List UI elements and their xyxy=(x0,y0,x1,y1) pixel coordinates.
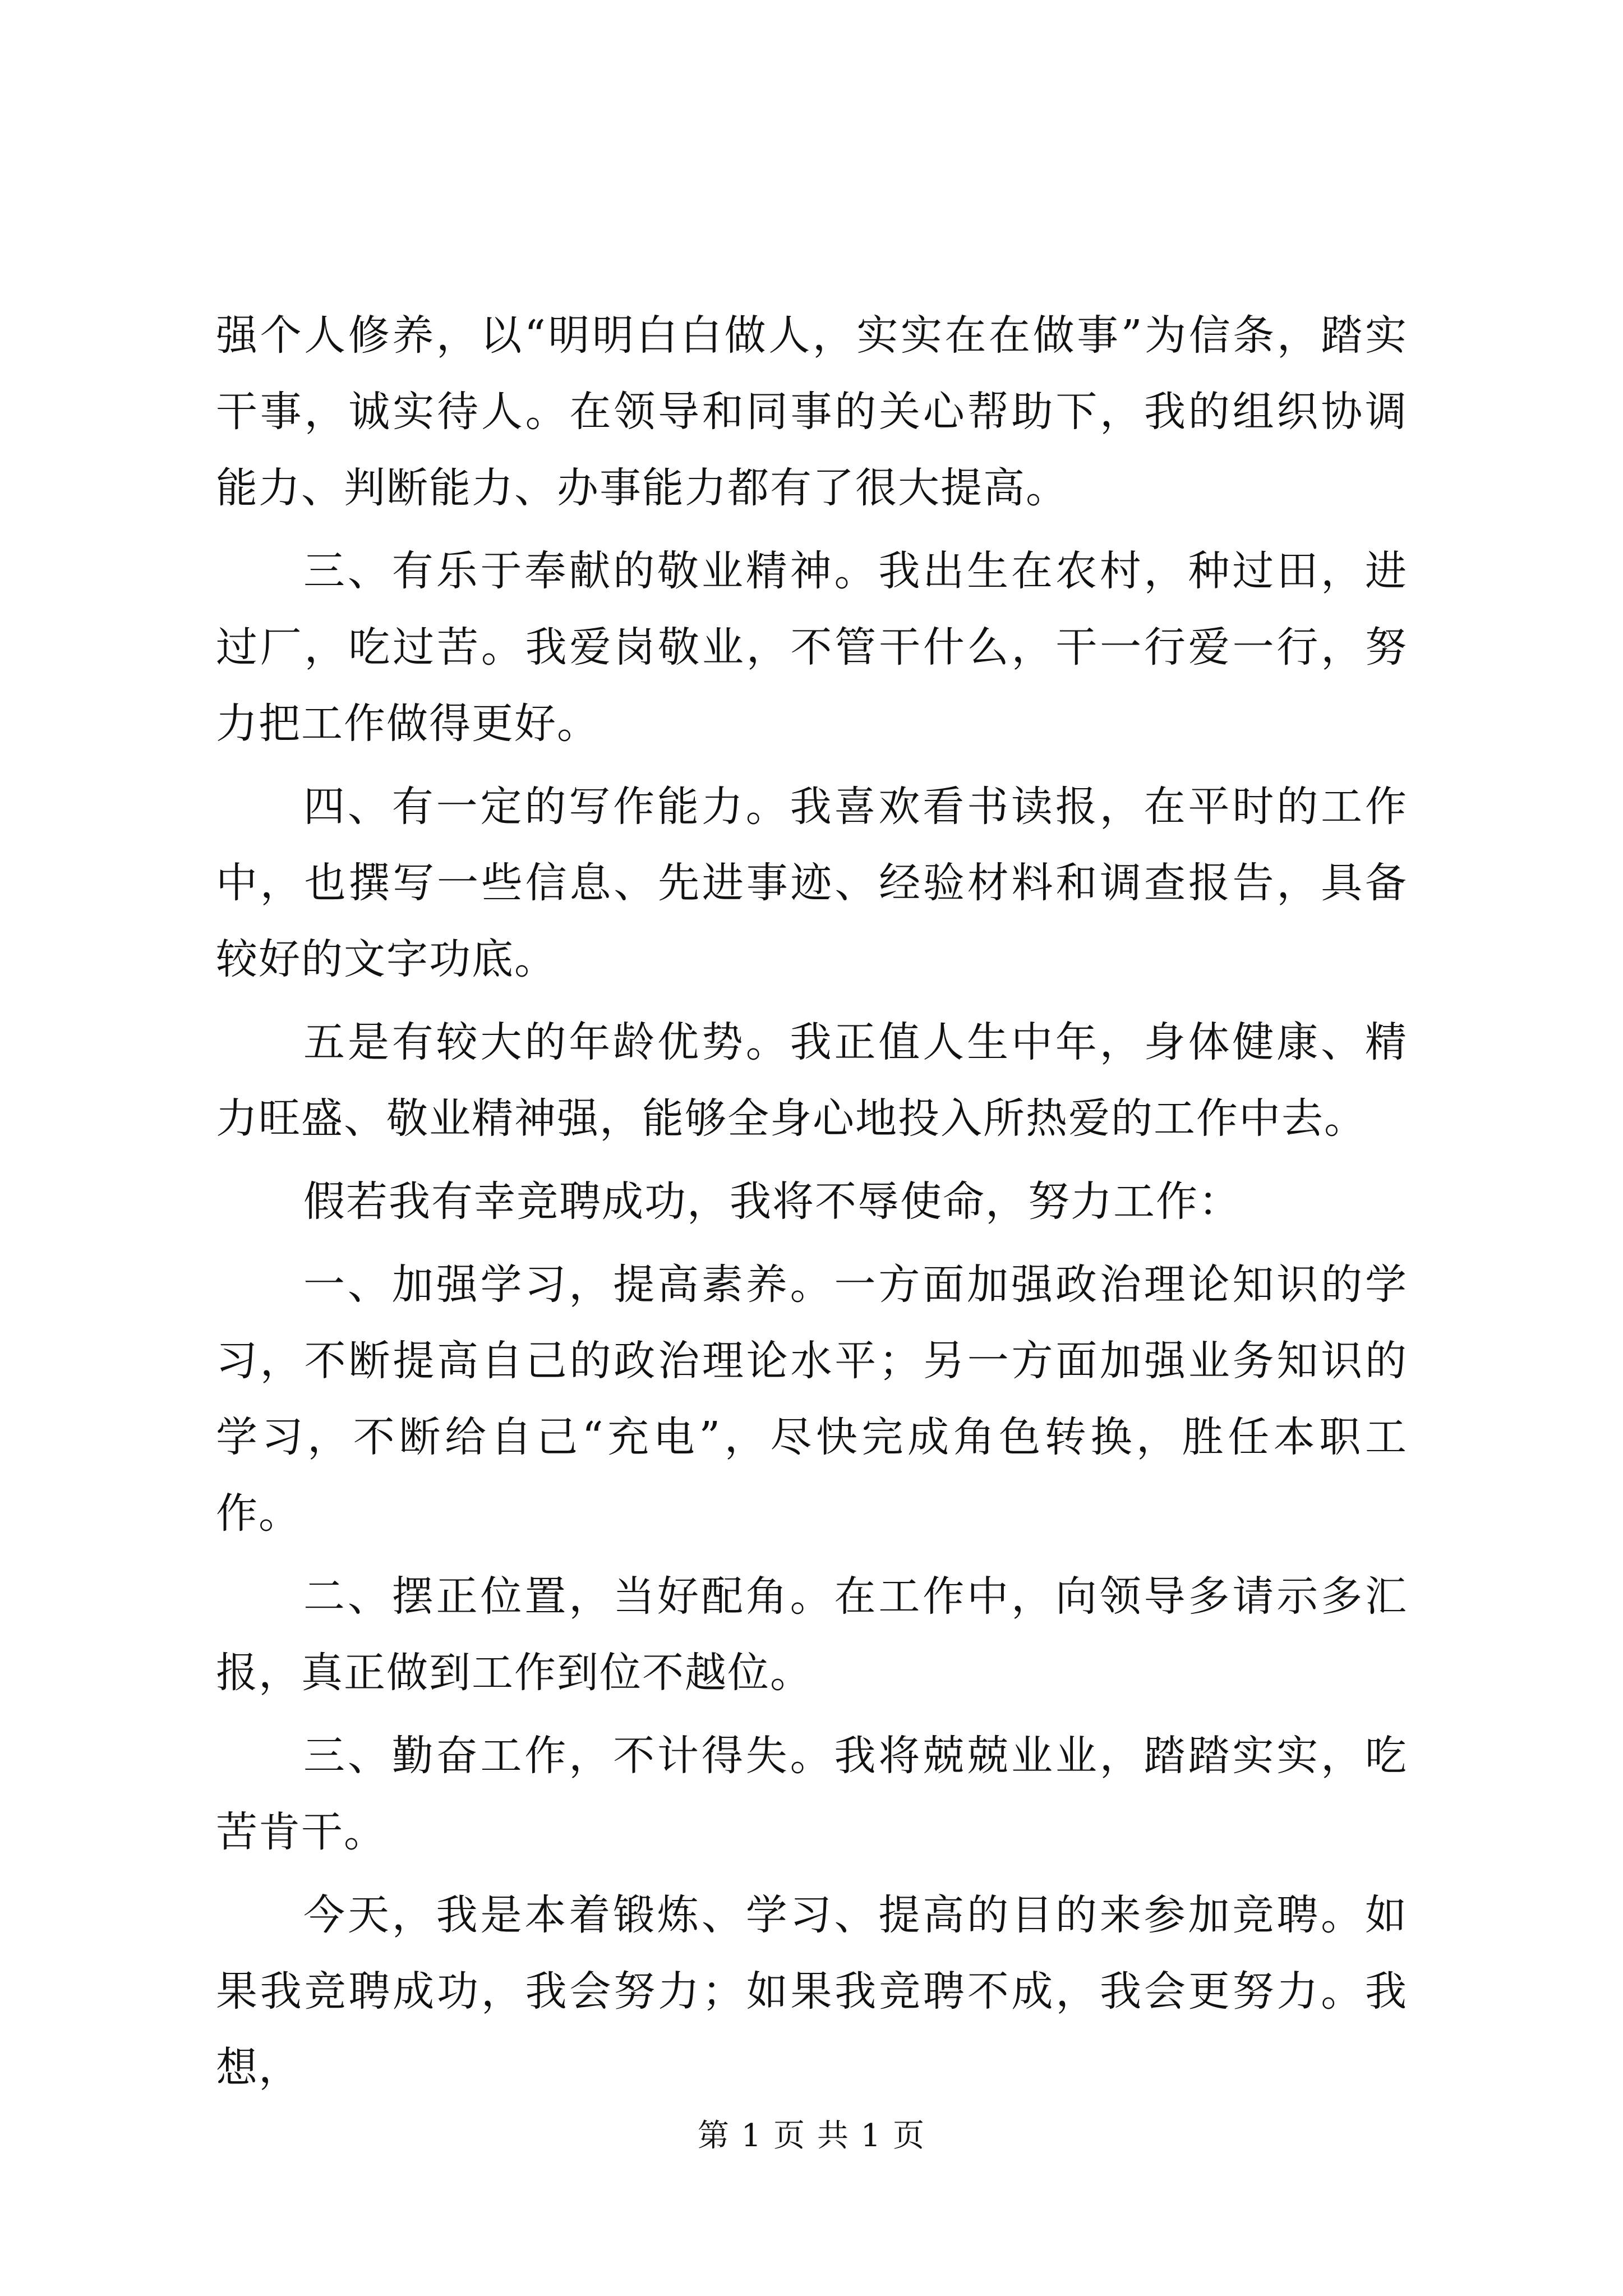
paragraph-2: 三、有乐于奉献的敬业精神。我出生在农村，种过田，进过厂，吃过苦。我爱岗敬业，不管干什么，干一行爱一行，努力把工作做得更好。 xyxy=(216,547,1408,748)
paragraph-5: 假若我有幸竞聘成功，我将不辱使命，努力工作： xyxy=(303,1177,1241,1226)
document-body xyxy=(216,297,1408,2113)
paragraph-4: 五是有较大的年龄优势。我正值人生中年，身体健康、精力旺盛、敬业精神强，能够全身心地投入所热爱的工作中去。 xyxy=(216,1018,1408,1143)
page-footer: 第 1 页 共 1 页 xyxy=(697,2118,926,2154)
paragraph-1: 强个人修养，以“明明白白做人，实实在在做事”为信条，踏实干事，诚实待人。在领导和同事的关心帮助下，我的组织协调能力、判断能力、办事能力都有了很大提高。 xyxy=(216,311,1408,512)
paragraph-6: 一、加强学习，提高素养。一方面加强政治理论知识的学习，不断提高自己的政治理论水平；另一方面加强业务知识的学习，不断给自己“充电”，尽快完成角色转换，胜任本职工作。 xyxy=(216,1260,1408,1538)
paragraph-7: 二、摆正位置，当好配角。在工作中，向领导多请示多汇报，真正做到工作到位不越位。 xyxy=(216,1572,1408,1697)
paragraph-3: 四、有一定的写作能力。我喜欢看书读报，在平时的工作中，也撰写一些信息、先进事迹、经验材料和调查报告，具备较好的文字功底。 xyxy=(216,783,1408,983)
paragraph-9: 今天，我是本着锻炼、学习、提高的目的来参加竞聘。如果我竞聘成功，我会努力；如果我竞聘不成，我会更努力。我想， xyxy=(216,1891,1408,2092)
paragraph-8: 三、勤奋工作，不计得失。我将兢兢业业，踏踏实实，吃苦肯干。 xyxy=(216,1732,1408,1856)
